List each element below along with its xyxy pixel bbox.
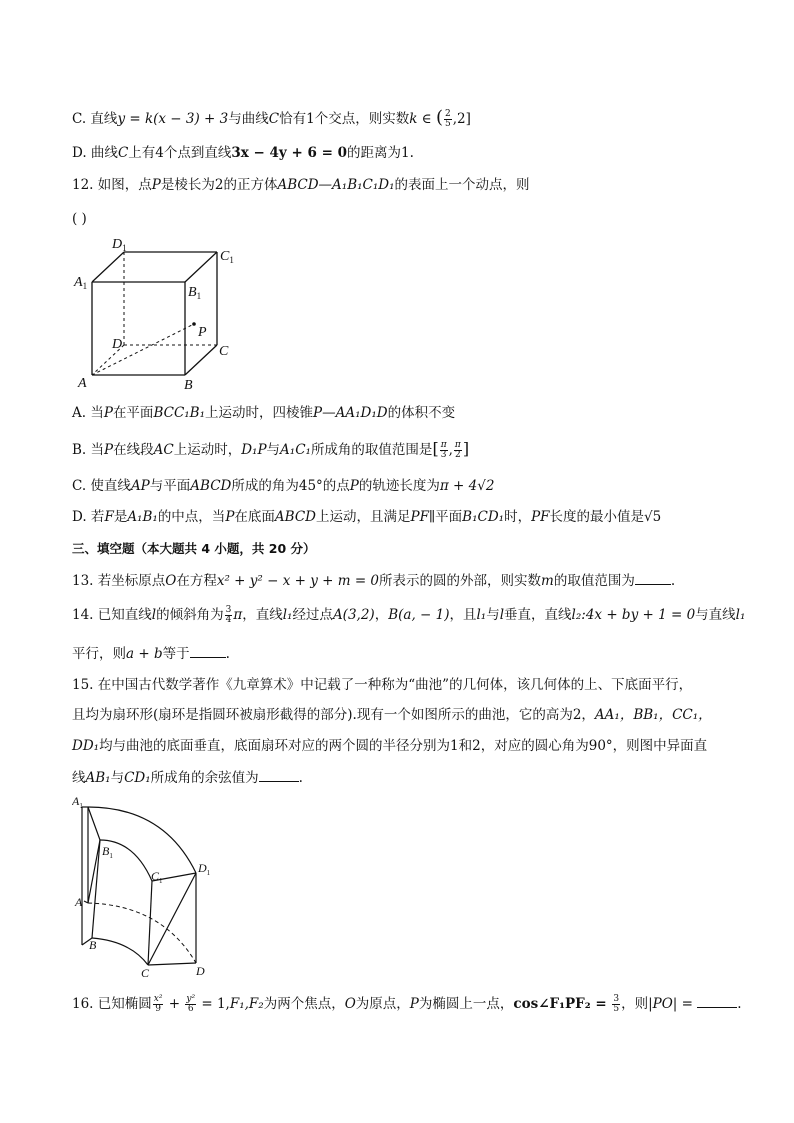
label-a1: A	[72, 794, 80, 808]
q14-line2: 平行，则a + b等于 .	[72, 643, 230, 664]
answer-blank[interactable]	[697, 993, 737, 1008]
q16: 16. 已知椭圆 $\frac{\text{x²}}{9}$ + $\frac{\text{y²}}{6}$ = 1,F₁,F₂为两个焦点，O为原点，P为椭圆上一点，cos∠F₁PF₂ = $\frac{3}{5}$ ，则|PO| = .	[72, 994, 742, 1014]
label-d: D	[196, 964, 205, 978]
label-d1: D	[198, 861, 207, 875]
svg-text:B1: $B_1$	[188, 285, 202, 301]
cube-figure	[72, 234, 242, 394]
q11-option-d: D. 曲线C上有4个点到直线3x − 4y + 6 = 0的距离为1.	[72, 145, 414, 161]
label-p: P	[198, 325, 207, 340]
label-b: B	[184, 378, 193, 393]
label-b1: B	[188, 285, 197, 300]
q12-stem: 12. 如图，点P是棱长为2的正方体ABCD—A₁B₁C₁D₁的表面上一个动点，则	[72, 177, 530, 193]
svg-text:A1: $A_1$	[72, 794, 83, 810]
label-a: A	[75, 895, 83, 909]
q12-answer-paren: ( )	[72, 211, 87, 227]
q12-option-d: D. 若F是A₁B₁的中点，当P在底面ABCD上运动，且满足PF∥平面B₁CD₁时，PF长度的最小值是√5	[72, 509, 662, 525]
answer-blank[interactable]	[635, 570, 671, 585]
svg-text:D1: $D_1$	[112, 237, 127, 253]
label-a: A	[78, 376, 87, 391]
curved-pool-figure	[72, 793, 222, 983]
label-d1: D	[112, 237, 123, 252]
q12-option-a: A. 当P在平面BCC₁B₁上运动时，四棱锥P—AA₁D₁D的体积不变	[72, 405, 456, 421]
q15-line2: 且均为扇环形(扇环是指圆环被扇形截得的部分).现有一个如图所示的曲池，它的高为2，AA₁，BB₁，CC₁，	[72, 707, 712, 723]
svg-text:D1: $D_1$	[198, 861, 211, 877]
q14-line1: 14. 已知直线l的倾斜角为 $\frac{3}{4}$ π，直线l₁经过点A(3,2)，B(a, − 1)，且l₁与l垂直，直线l₂:4x + by + 1 = 0与直线l₁	[72, 605, 746, 625]
q11-option-c: C. 直线y = k(x − 3) + 3与曲线C恰有1个交点，则实数k ∈ ( $\frac{2}{5}$ ,2]	[72, 107, 471, 129]
svg-text:C1: $C_1$	[151, 869, 163, 885]
q15-line1: 15. 在中国古代数学著作《九章算术》中记载了一种称为“曲池”的几何体，该几何体的上、下底面平行，	[72, 677, 693, 693]
label-c1: C	[151, 869, 160, 883]
svg-text:B1: $B_1$	[102, 844, 113, 860]
section-heading-fill-in: 三、填空题（本大题共 4 小题，共 20 分）	[72, 541, 316, 556]
label-d: D	[112, 337, 123, 352]
q15-line3: DD₁均与曲池的底面垂直，底面扇环对应的两个圆的半径分别为1和2，对应的圆心角为90°，则图中异面直	[72, 738, 708, 754]
label-b1: B	[102, 844, 110, 858]
q15-line4: 线AB₁与CD₁所成角的余弦值为 .	[72, 767, 303, 788]
q12-option-c: C. 使直线AP与平面ABCD所成的角为45°的点P的轨迹长度为π + 4√2	[72, 478, 495, 494]
answer-blank[interactable]	[190, 643, 226, 658]
svg-text:C1: $C_1$	[220, 249, 234, 265]
q12-option-b: B. 当P在线段AC上运动时，D₁P与A₁C₁所成角的取值范围是[ $\frac{\pi}{3}$ , $\frac{\pi}{2}$ ]	[72, 439, 470, 460]
answer-blank[interactable]	[259, 767, 299, 782]
label-b: B	[89, 938, 97, 952]
label-a1: A	[74, 275, 83, 290]
svg-text:A1: $A_1$	[74, 275, 88, 291]
label-c1: C	[220, 249, 230, 264]
label-c: C	[141, 966, 150, 980]
label-c: C	[219, 344, 229, 359]
q13: 13. 若坐标原点O在方程x² + y² − x + y + m = 0所表示的圆的外部，则实数m的取值范围为 .	[72, 570, 675, 591]
